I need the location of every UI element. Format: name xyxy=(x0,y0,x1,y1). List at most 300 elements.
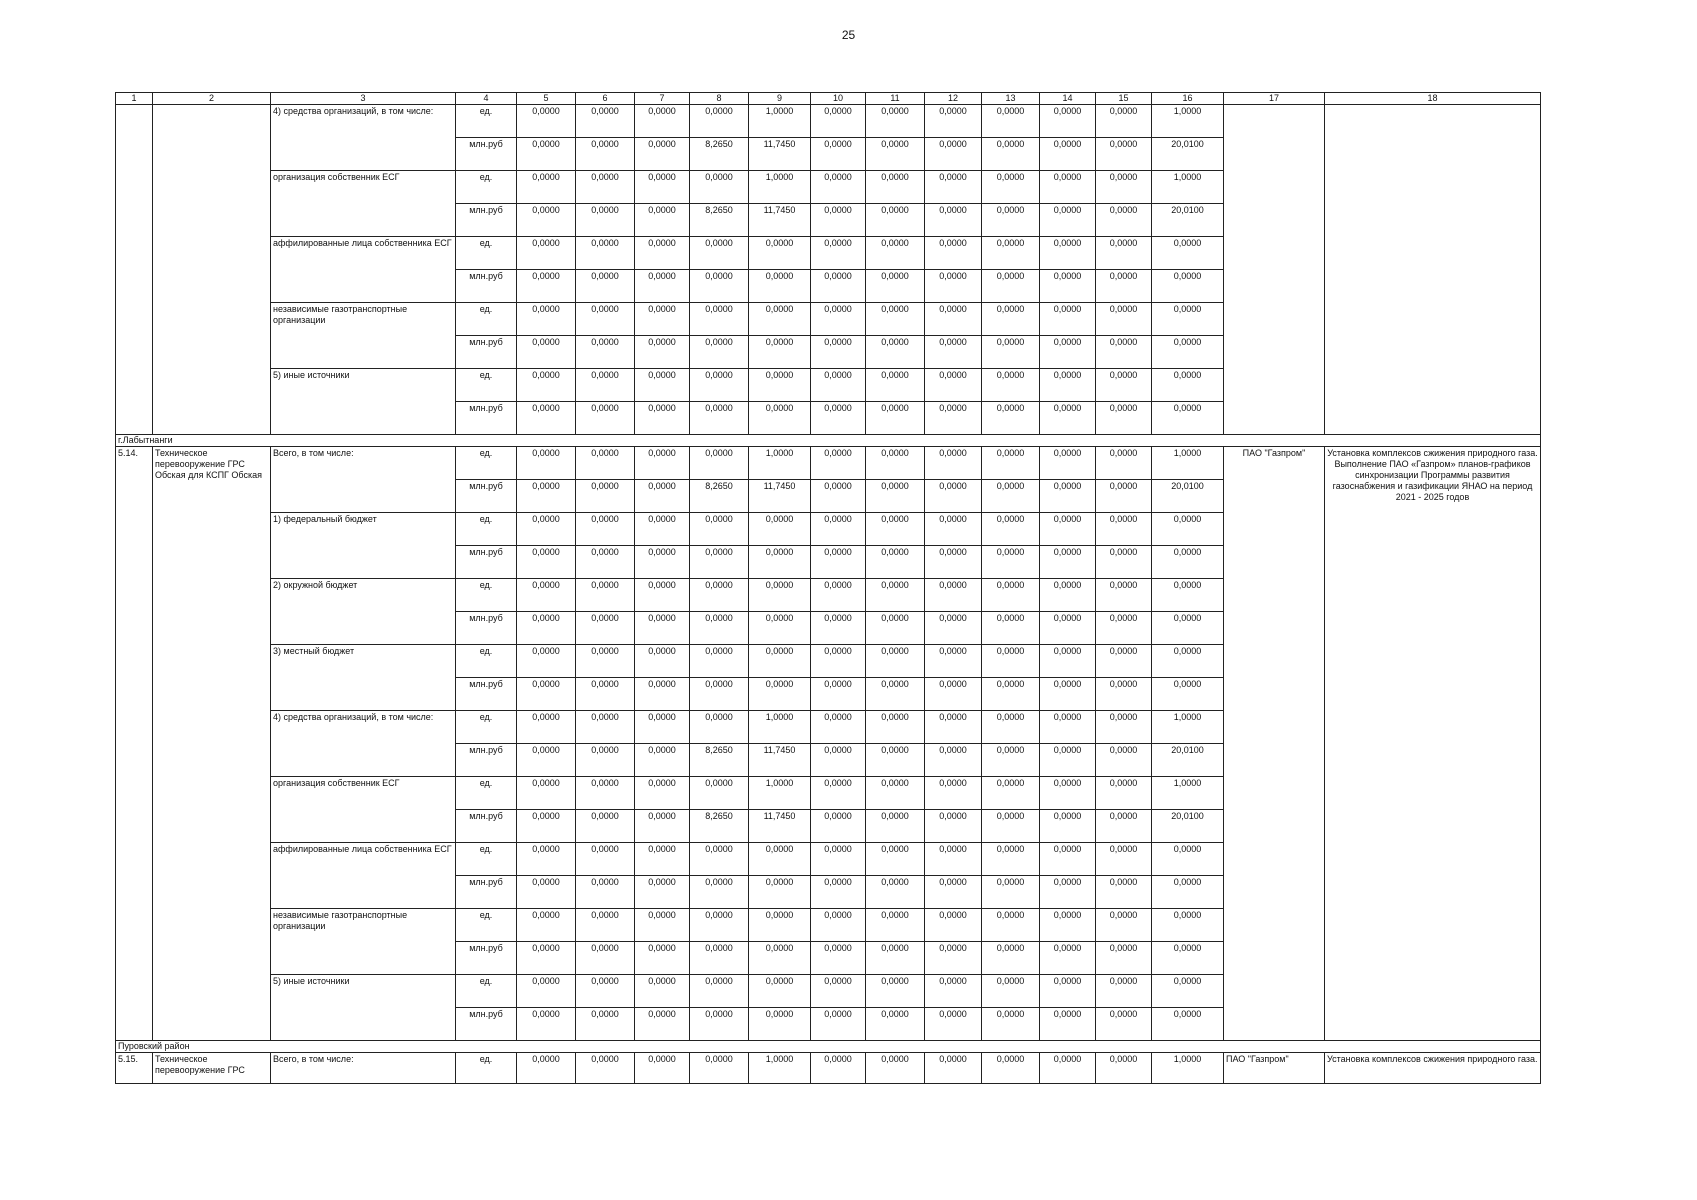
value-cell: 0,0000 xyxy=(1096,138,1152,171)
value-cell: 0,0000 xyxy=(811,138,866,171)
unit-label: ед. xyxy=(456,105,517,138)
value-cell: 1,0000 xyxy=(1152,1053,1224,1084)
value-cell: 11,7450 xyxy=(749,810,811,843)
value-cell: 0,0000 xyxy=(866,402,925,435)
value-cell: 0,0000 xyxy=(866,876,925,909)
value-cell: 0,0000 xyxy=(576,480,635,513)
value-cell: 0,0000 xyxy=(576,843,635,876)
table-row xyxy=(116,447,1541,480)
unit-label: млн.руб xyxy=(456,1008,517,1041)
value-cell: 0,0000 xyxy=(576,369,635,402)
value-cell: 1,0000 xyxy=(1152,447,1224,480)
value-cell: 0,0000 xyxy=(982,171,1040,204)
value-cell: 0,0000 xyxy=(749,678,811,711)
value-cell: 0,0000 xyxy=(1096,711,1152,744)
value-cell: 0,0000 xyxy=(635,447,690,480)
value-cell: 0,0000 xyxy=(635,909,690,942)
value-cell: 0,0000 xyxy=(925,909,982,942)
value-cell: 0,0000 xyxy=(635,711,690,744)
unit-label: ед. xyxy=(456,645,517,678)
page-number: 25 xyxy=(841,28,856,42)
column-number: 8 xyxy=(690,93,749,105)
value-cell: 0,0000 xyxy=(1096,447,1152,480)
value-cell: 0,0000 xyxy=(690,711,749,744)
unit-label: ед. xyxy=(456,843,517,876)
value-cell: 0,0000 xyxy=(925,645,982,678)
value-cell: 0,0000 xyxy=(635,975,690,1008)
value-cell: 0,0000 xyxy=(1096,678,1152,711)
value-cell: 0,0000 xyxy=(925,480,982,513)
unit-label: ед. xyxy=(456,579,517,612)
unit-label: млн.руб xyxy=(456,336,517,369)
value-cell: 0,0000 xyxy=(517,810,576,843)
value-cell: 8,2650 xyxy=(690,138,749,171)
value-cell: 8,2650 xyxy=(690,480,749,513)
value-cell: 0,0000 xyxy=(635,303,690,336)
value-cell: 0,0000 xyxy=(866,678,925,711)
value-cell: 0,0000 xyxy=(749,369,811,402)
value-cell: 0,0000 xyxy=(635,744,690,777)
value-cell: 0,0000 xyxy=(866,645,925,678)
value-cell: 0,0000 xyxy=(690,270,749,303)
value-cell: 1,0000 xyxy=(749,1053,811,1084)
value-cell: 0,0000 xyxy=(811,204,866,237)
column-number: 16 xyxy=(1152,93,1224,105)
value-cell: 0,0000 xyxy=(982,336,1040,369)
value-cell: 0,0000 xyxy=(982,909,1040,942)
value-cell: 0,0000 xyxy=(1152,942,1224,975)
value-cell: 0,0000 xyxy=(811,678,866,711)
value-cell: 0,0000 xyxy=(1152,546,1224,579)
value-cell: 0,0000 xyxy=(517,612,576,645)
unit-label: млн.руб xyxy=(456,810,517,843)
value-cell: 0,0000 xyxy=(866,447,925,480)
value-cell: 0,0000 xyxy=(982,480,1040,513)
value-cell: 0,0000 xyxy=(1096,105,1152,138)
value-cell: 0,0000 xyxy=(1096,546,1152,579)
column-number: 10 xyxy=(811,93,866,105)
value-cell: 0,0000 xyxy=(1096,204,1152,237)
unit-label: ед. xyxy=(456,171,517,204)
source-label: 5) иные источники xyxy=(271,975,456,1041)
unit-label: ед. xyxy=(456,447,517,480)
item-number: 5.15. xyxy=(116,1053,153,1084)
source-label: Всего, в том числе: xyxy=(271,447,456,513)
value-cell: 0,0000 xyxy=(811,546,866,579)
value-cell: 0,0000 xyxy=(1040,678,1096,711)
value-cell: 0,0000 xyxy=(1040,237,1096,270)
value-cell: 0,0000 xyxy=(517,942,576,975)
note-cell xyxy=(1325,105,1541,435)
value-cell: 0,0000 xyxy=(635,369,690,402)
value-cell: 0,0000 xyxy=(1152,402,1224,435)
value-cell: 0,0000 xyxy=(690,513,749,546)
value-cell: 0,0000 xyxy=(517,777,576,810)
value-cell: 0,0000 xyxy=(811,744,866,777)
value-cell: 0,0000 xyxy=(866,744,925,777)
value-cell: 0,0000 xyxy=(866,1008,925,1041)
value-cell: 0,0000 xyxy=(635,876,690,909)
value-cell: 0,0000 xyxy=(1040,876,1096,909)
value-cell: 0,0000 xyxy=(1096,237,1152,270)
value-cell: 0,0000 xyxy=(866,171,925,204)
source-label: независимые газотранспортные организации xyxy=(271,303,456,369)
value-cell: 0,0000 xyxy=(982,369,1040,402)
source-label: организация собственник ЕСГ xyxy=(271,777,456,843)
value-cell: 0,0000 xyxy=(1152,513,1224,546)
value-cell: 0,0000 xyxy=(982,513,1040,546)
value-cell: 0,0000 xyxy=(690,645,749,678)
value-cell: 0,0000 xyxy=(517,1053,576,1084)
value-cell: 0,0000 xyxy=(749,975,811,1008)
value-cell: 0,0000 xyxy=(811,105,866,138)
value-cell: 0,0000 xyxy=(635,270,690,303)
value-cell: 0,0000 xyxy=(811,579,866,612)
value-cell: 0,0000 xyxy=(576,942,635,975)
value-cell: 0,0000 xyxy=(925,678,982,711)
value-cell: 0,0000 xyxy=(1040,612,1096,645)
value-cell: 0,0000 xyxy=(982,138,1040,171)
value-cell: 0,0000 xyxy=(811,303,866,336)
value-cell: 1,0000 xyxy=(749,777,811,810)
value-cell: 0,0000 xyxy=(635,336,690,369)
unit-label: ед. xyxy=(456,303,517,336)
value-cell: 0,0000 xyxy=(576,612,635,645)
value-cell: 0,0000 xyxy=(866,777,925,810)
value-cell: 0,0000 xyxy=(576,777,635,810)
value-cell: 11,7450 xyxy=(749,138,811,171)
value-cell: 0,0000 xyxy=(811,270,866,303)
value-cell: 0,0000 xyxy=(576,105,635,138)
value-cell: 0,0000 xyxy=(925,447,982,480)
value-cell: 0,0000 xyxy=(635,204,690,237)
value-cell: 0,0000 xyxy=(811,447,866,480)
section-title: г.Лабытнанги xyxy=(116,435,1541,447)
value-cell: 0,0000 xyxy=(1152,303,1224,336)
unit-label: ед. xyxy=(456,711,517,744)
value-cell: 0,0000 xyxy=(576,336,635,369)
value-cell: 0,0000 xyxy=(576,678,635,711)
unit-label: млн.руб xyxy=(456,546,517,579)
value-cell: 0,0000 xyxy=(517,876,576,909)
value-cell: 0,0000 xyxy=(749,579,811,612)
value-cell: 0,0000 xyxy=(690,336,749,369)
value-cell: 1,0000 xyxy=(749,447,811,480)
value-cell: 0,0000 xyxy=(866,204,925,237)
value-cell: 0,0000 xyxy=(749,645,811,678)
value-cell: 0,0000 xyxy=(517,678,576,711)
value-cell: 0,0000 xyxy=(690,843,749,876)
value-cell: 8,2650 xyxy=(690,204,749,237)
value-cell: 0,0000 xyxy=(690,876,749,909)
value-cell: 0,0000 xyxy=(925,1008,982,1041)
value-cell: 0,0000 xyxy=(517,513,576,546)
value-cell: 0,0000 xyxy=(982,1008,1040,1041)
value-cell: 0,0000 xyxy=(811,402,866,435)
source-label: 2) окружной бюджет xyxy=(271,579,456,645)
value-cell: 0,0000 xyxy=(982,447,1040,480)
value-cell: 0,0000 xyxy=(576,579,635,612)
source-label: Всего, в том числе: xyxy=(271,1053,456,1084)
value-cell: 0,0000 xyxy=(925,204,982,237)
value-cell: 0,0000 xyxy=(576,546,635,579)
value-cell: 0,0000 xyxy=(517,303,576,336)
value-cell: 0,0000 xyxy=(517,1008,576,1041)
value-cell: 1,0000 xyxy=(1152,171,1224,204)
value-cell: 0,0000 xyxy=(576,645,635,678)
value-cell: 0,0000 xyxy=(1096,810,1152,843)
value-cell: 0,0000 xyxy=(749,942,811,975)
value-cell: 0,0000 xyxy=(1040,645,1096,678)
investment-program-table xyxy=(115,92,1541,1084)
value-cell: 0,0000 xyxy=(1040,513,1096,546)
unit-label: млн.руб xyxy=(456,942,517,975)
value-cell: 0,0000 xyxy=(866,711,925,744)
value-cell: 0,0000 xyxy=(866,105,925,138)
value-cell: 0,0000 xyxy=(811,942,866,975)
unit-label: млн.руб xyxy=(456,270,517,303)
value-cell: 0,0000 xyxy=(749,876,811,909)
value-cell: 0,0000 xyxy=(811,336,866,369)
value-cell: 0,0000 xyxy=(635,777,690,810)
value-cell: 0,0000 xyxy=(1096,513,1152,546)
value-cell: 0,0000 xyxy=(1096,843,1152,876)
value-cell: 0,0000 xyxy=(982,303,1040,336)
value-cell: 0,0000 xyxy=(866,843,925,876)
value-cell: 0,0000 xyxy=(925,105,982,138)
value-cell: 0,0000 xyxy=(690,1008,749,1041)
source-label: 5) иные источники xyxy=(271,369,456,435)
value-cell: 0,0000 xyxy=(866,480,925,513)
source-label: 4) средства организаций, в том числе: xyxy=(271,105,456,171)
value-cell: 0,0000 xyxy=(811,171,866,204)
value-cell: 0,0000 xyxy=(576,975,635,1008)
value-cell: 0,0000 xyxy=(576,270,635,303)
unit-label: млн.руб xyxy=(456,204,517,237)
value-cell: 0,0000 xyxy=(690,369,749,402)
note: Установка комплексов сжижения природного газа. xyxy=(1325,1053,1541,1084)
value-cell: 0,0000 xyxy=(866,909,925,942)
value-cell: 0,0000 xyxy=(635,843,690,876)
unit-label: ед. xyxy=(456,777,517,810)
column-number: 2 xyxy=(153,93,271,105)
value-cell: 1,0000 xyxy=(749,171,811,204)
value-cell: 20,0100 xyxy=(1152,810,1224,843)
value-cell: 0,0000 xyxy=(982,975,1040,1008)
value-cell: 0,0000 xyxy=(866,270,925,303)
value-cell: 0,0000 xyxy=(925,402,982,435)
value-cell: 0,0000 xyxy=(690,402,749,435)
value-cell: 0,0000 xyxy=(866,513,925,546)
value-cell: 0,0000 xyxy=(690,546,749,579)
unit-label: млн.руб xyxy=(456,138,517,171)
value-cell: 0,0000 xyxy=(576,876,635,909)
value-cell: 0,0000 xyxy=(635,810,690,843)
value-cell: 0,0000 xyxy=(866,579,925,612)
value-cell: 0,0000 xyxy=(925,369,982,402)
value-cell: 0,0000 xyxy=(866,942,925,975)
value-cell: 0,0000 xyxy=(635,612,690,645)
value-cell: 0,0000 xyxy=(1040,171,1096,204)
value-cell: 0,0000 xyxy=(1096,777,1152,810)
value-cell: 0,0000 xyxy=(925,876,982,909)
value-cell: 0,0000 xyxy=(749,612,811,645)
value-cell: 0,0000 xyxy=(517,744,576,777)
value-cell: 0,0000 xyxy=(982,270,1040,303)
value-cell: 0,0000 xyxy=(517,369,576,402)
value-cell: 0,0000 xyxy=(576,402,635,435)
value-cell: 0,0000 xyxy=(576,744,635,777)
value-cell: 0,0000 xyxy=(517,546,576,579)
source-label: аффилированные лица собственника ЕСГ xyxy=(271,843,456,909)
value-cell: 0,0000 xyxy=(925,270,982,303)
value-cell: 20,0100 xyxy=(1152,744,1224,777)
value-cell: 0,0000 xyxy=(1096,480,1152,513)
value-cell: 0,0000 xyxy=(982,402,1040,435)
value-cell: 0,0000 xyxy=(866,546,925,579)
source-label: аффилированные лица собственника ЕСГ xyxy=(271,237,456,303)
value-cell: 0,0000 xyxy=(576,810,635,843)
value-cell: 0,0000 xyxy=(517,336,576,369)
unit-label: ед. xyxy=(456,909,517,942)
value-cell: 0,0000 xyxy=(866,1053,925,1084)
value-cell: 0,0000 xyxy=(1096,645,1152,678)
value-cell: 11,7450 xyxy=(749,204,811,237)
value-cell: 0,0000 xyxy=(576,303,635,336)
value-cell: 0,0000 xyxy=(1040,105,1096,138)
column-number: 9 xyxy=(749,93,811,105)
value-cell: 0,0000 xyxy=(635,138,690,171)
value-cell: 0,0000 xyxy=(811,810,866,843)
value-cell: 0,0000 xyxy=(749,1008,811,1041)
value-cell: 0,0000 xyxy=(635,402,690,435)
value-cell: 0,0000 xyxy=(749,843,811,876)
value-cell: 0,0000 xyxy=(982,744,1040,777)
value-cell: 0,0000 xyxy=(576,237,635,270)
value-cell: 0,0000 xyxy=(1096,1053,1152,1084)
value-cell: 0,0000 xyxy=(517,579,576,612)
value-cell: 0,0000 xyxy=(811,237,866,270)
value-cell: 0,0000 xyxy=(690,678,749,711)
unit-label: млн.руб xyxy=(456,480,517,513)
value-cell: 0,0000 xyxy=(749,513,811,546)
value-cell: 0,0000 xyxy=(982,204,1040,237)
value-cell: 0,0000 xyxy=(1152,876,1224,909)
value-cell: 0,0000 xyxy=(749,402,811,435)
value-cell: 0,0000 xyxy=(925,744,982,777)
value-cell: 0,0000 xyxy=(517,270,576,303)
value-cell: 0,0000 xyxy=(517,909,576,942)
value-cell: 0,0000 xyxy=(1152,1008,1224,1041)
value-cell: 0,0000 xyxy=(517,237,576,270)
value-cell: 0,0000 xyxy=(517,447,576,480)
source-label: независимые газотранспортные организации xyxy=(271,909,456,975)
value-cell: 0,0000 xyxy=(749,303,811,336)
value-cell: 0,0000 xyxy=(811,612,866,645)
value-cell: 0,0000 xyxy=(690,612,749,645)
column-number: 15 xyxy=(1096,93,1152,105)
value-cell: 0,0000 xyxy=(811,1008,866,1041)
value-cell: 0,0000 xyxy=(1040,204,1096,237)
value-cell: 0,0000 xyxy=(925,612,982,645)
value-cell: 0,0000 xyxy=(635,480,690,513)
value-cell: 0,0000 xyxy=(1096,171,1152,204)
column-number: 11 xyxy=(866,93,925,105)
value-cell: 0,0000 xyxy=(749,270,811,303)
value-cell: 0,0000 xyxy=(576,1008,635,1041)
value-cell: 0,0000 xyxy=(690,579,749,612)
value-cell: 0,0000 xyxy=(635,1008,690,1041)
executor: ПАО "Газпром" xyxy=(1224,447,1325,1041)
value-cell: 0,0000 xyxy=(635,942,690,975)
column-number: 1 xyxy=(116,93,153,105)
value-cell: 0,0000 xyxy=(1040,369,1096,402)
value-cell: 0,0000 xyxy=(811,909,866,942)
value-cell: 0,0000 xyxy=(866,336,925,369)
value-cell: 0,0000 xyxy=(1152,612,1224,645)
value-cell: 0,0000 xyxy=(635,1053,690,1084)
value-cell: 0,0000 xyxy=(866,369,925,402)
value-cell: 0,0000 xyxy=(1096,975,1152,1008)
value-cell: 0,0000 xyxy=(811,513,866,546)
column-number: 7 xyxy=(635,93,690,105)
column-number: 14 xyxy=(1040,93,1096,105)
value-cell: 0,0000 xyxy=(517,645,576,678)
value-cell: 0,0000 xyxy=(1040,579,1096,612)
value-cell: 0,0000 xyxy=(1040,336,1096,369)
value-cell: 0,0000 xyxy=(925,546,982,579)
value-cell: 0,0000 xyxy=(982,579,1040,612)
value-cell: 0,0000 xyxy=(749,336,811,369)
value-cell: 0,0000 xyxy=(1040,810,1096,843)
value-cell: 0,0000 xyxy=(982,105,1040,138)
value-cell: 0,0000 xyxy=(690,909,749,942)
unit-label: ед. xyxy=(456,975,517,1008)
executor: ПАО "Газпром" xyxy=(1224,1053,1325,1084)
value-cell: 0,0000 xyxy=(635,237,690,270)
value-cell: 0,0000 xyxy=(982,546,1040,579)
source-label: 1) федеральный бюджет xyxy=(271,513,456,579)
column-number: 17 xyxy=(1224,93,1325,105)
value-cell: 0,0000 xyxy=(1096,744,1152,777)
executor-cell xyxy=(1224,105,1325,435)
item-number: 5.14. xyxy=(116,447,153,1041)
value-cell: 0,0000 xyxy=(517,105,576,138)
value-cell: 0,0000 xyxy=(1152,975,1224,1008)
value-cell: 0,0000 xyxy=(635,645,690,678)
value-cell: 0,0000 xyxy=(1096,942,1152,975)
value-cell: 0,0000 xyxy=(1040,1053,1096,1084)
value-cell: 0,0000 xyxy=(749,237,811,270)
value-cell: 0,0000 xyxy=(982,678,1040,711)
value-cell: 1,0000 xyxy=(749,711,811,744)
value-cell: 0,0000 xyxy=(925,336,982,369)
value-cell: 0,0000 xyxy=(982,612,1040,645)
value-cell: 0,0000 xyxy=(1096,369,1152,402)
value-cell: 0,0000 xyxy=(576,204,635,237)
value-cell: 0,0000 xyxy=(1040,402,1096,435)
value-cell: 0,0000 xyxy=(576,711,635,744)
value-cell: 0,0000 xyxy=(1096,612,1152,645)
value-cell: 0,0000 xyxy=(517,711,576,744)
value-cell: 0,0000 xyxy=(925,237,982,270)
value-cell: 0,0000 xyxy=(925,843,982,876)
note: Установка комплексов сжижения природного газа. Выполнение ПАО «Газпром» планов-графиков синхронизации Программы развития газоснабжения и газификации ЯНАО на период 2021 - 2025 годов xyxy=(1325,447,1541,1041)
value-cell: 0,0000 xyxy=(982,237,1040,270)
value-cell: 0,0000 xyxy=(690,303,749,336)
value-cell: 0,0000 xyxy=(1096,909,1152,942)
value-cell: 0,0000 xyxy=(811,645,866,678)
